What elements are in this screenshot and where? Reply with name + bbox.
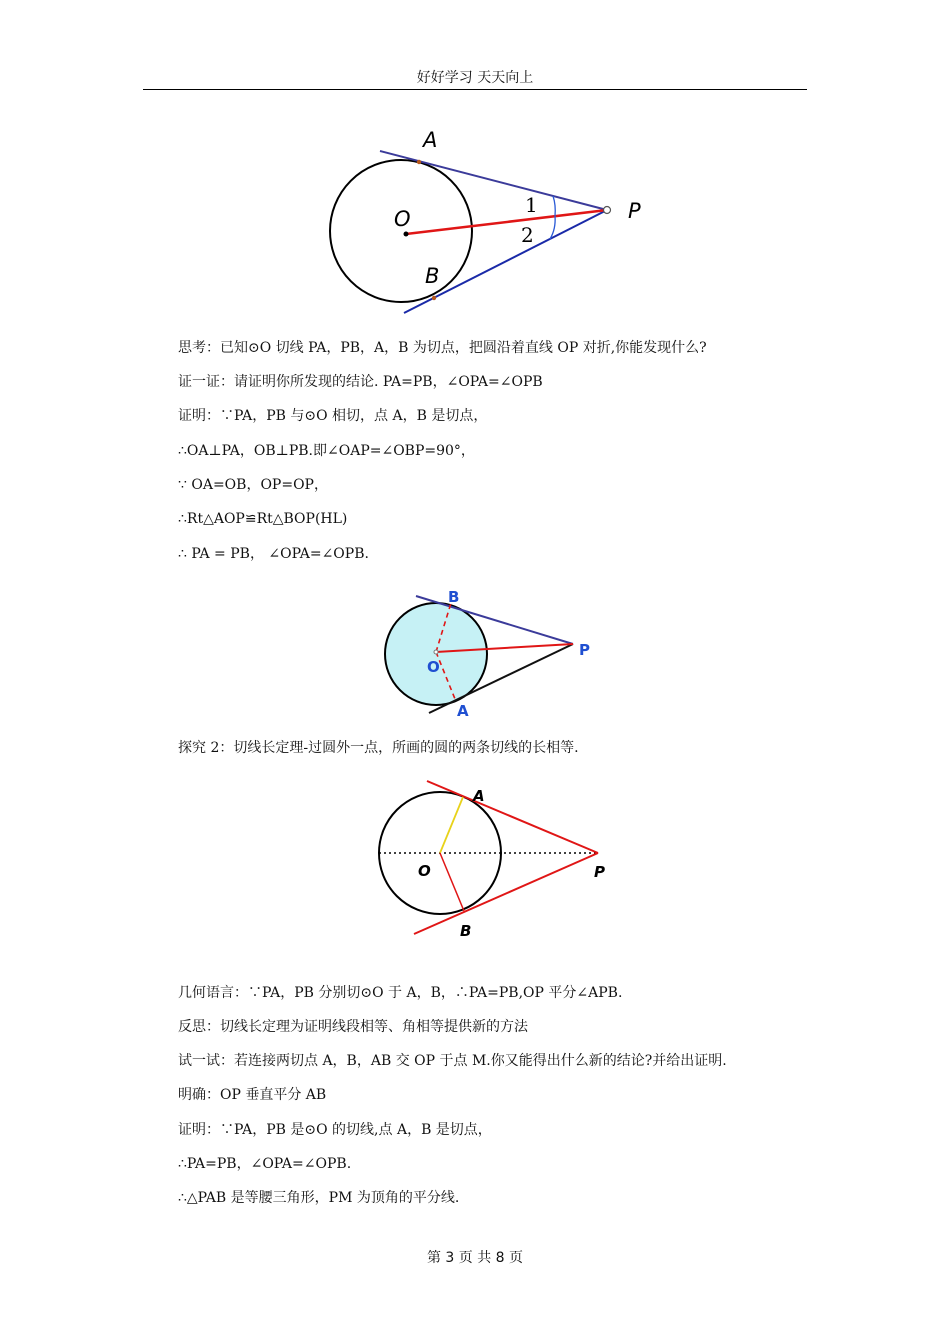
page-footer: 第 3 页 共 8 页 <box>426 1250 524 1266</box>
radius-ob <box>440 853 464 911</box>
label-o: O <box>394 207 411 231</box>
text-line: 反思：切线长定理为证明线段相等、角相等提供新的方法 <box>178 1019 528 1035</box>
header-rule <box>143 89 807 90</box>
radius-oa <box>440 797 463 853</box>
label-p: P <box>594 863 605 881</box>
point-b <box>432 296 436 300</box>
figure-tangent-lengths-3 <box>370 775 620 945</box>
point-o <box>404 232 409 237</box>
label-b: B <box>425 264 440 288</box>
text-line: 几何语言：∵PA，PB 分别切⊙O 于 A，B，∴PA=PB,OP 平分∠APB. <box>178 985 623 1001</box>
label-a: A <box>423 128 438 152</box>
segment-op <box>406 210 607 234</box>
label-b: B <box>448 588 460 606</box>
point-a <box>417 160 421 164</box>
text-line: 探究 2：切线长定理-过圆外一点，所画的圆的两条切线的长相等. <box>178 740 579 756</box>
text-line: 证明：∵PA，PB 与⊙O 相切，点 A，B 是切点， <box>178 408 488 424</box>
page-header: 好好学习 天天向上 <box>416 70 534 86</box>
label-b: B <box>460 922 472 940</box>
angle-arc-2 <box>550 216 555 239</box>
figure-tangent-lengths-2 <box>380 585 600 720</box>
text-line: ∵ OA=OB，OP=OP， <box>178 477 328 493</box>
text-line: 明确：OP 垂直平分 AB <box>178 1087 327 1103</box>
figure-tangent-lengths-1 <box>320 118 660 318</box>
point-p <box>604 207 611 214</box>
tangent-pa <box>427 781 598 853</box>
label-p: P <box>628 199 641 223</box>
label-angle-1: 1 <box>525 193 538 217</box>
label-o: O <box>427 658 440 676</box>
label-p: P <box>579 641 590 659</box>
label-o: O <box>418 862 431 880</box>
text-line: ∴ PA = PB， ∠OPA=∠OPB. <box>178 546 369 562</box>
label-a: A <box>473 787 485 805</box>
label-angle-2: 2 <box>521 223 534 247</box>
text-line: ∴Rt△AOP≌Rt△BOP(HL) <box>178 511 348 527</box>
text-line: ∴△PAB 是等腰三角形，PM 为顶角的平分线. <box>178 1190 460 1206</box>
text-line: 试一试：若连接两切点 A，B，AB 交 OP 于点 M.你又能得出什么新的结论?并给出证明. <box>178 1053 727 1069</box>
circle-o <box>330 160 472 302</box>
text-line: ∴PA=PB，∠OPA=∠OPB. <box>178 1156 352 1172</box>
point-o <box>434 650 438 654</box>
text-line: ∴OA⊥PA，OB⊥PB.即∠OAP=∠OBP=90°， <box>178 443 475 459</box>
text-line: 证一证：请证明你所发现的结论. PA=PB，∠OPA=∠OPB <box>178 374 543 390</box>
tangent-pa <box>380 151 607 210</box>
text-line: 证明：∵PA，PB 是⊙O 的切线,点 A，B 是切点， <box>178 1122 492 1138</box>
label-a: A <box>457 702 469 720</box>
tangent-pb <box>414 853 598 934</box>
text-line: 思考：已知⊙O 切线 PA，PB，A，B 为切点，把圆沿着直线 OP 对折,你能发现什么? <box>178 340 707 356</box>
angle-arc-1 <box>553 196 555 216</box>
